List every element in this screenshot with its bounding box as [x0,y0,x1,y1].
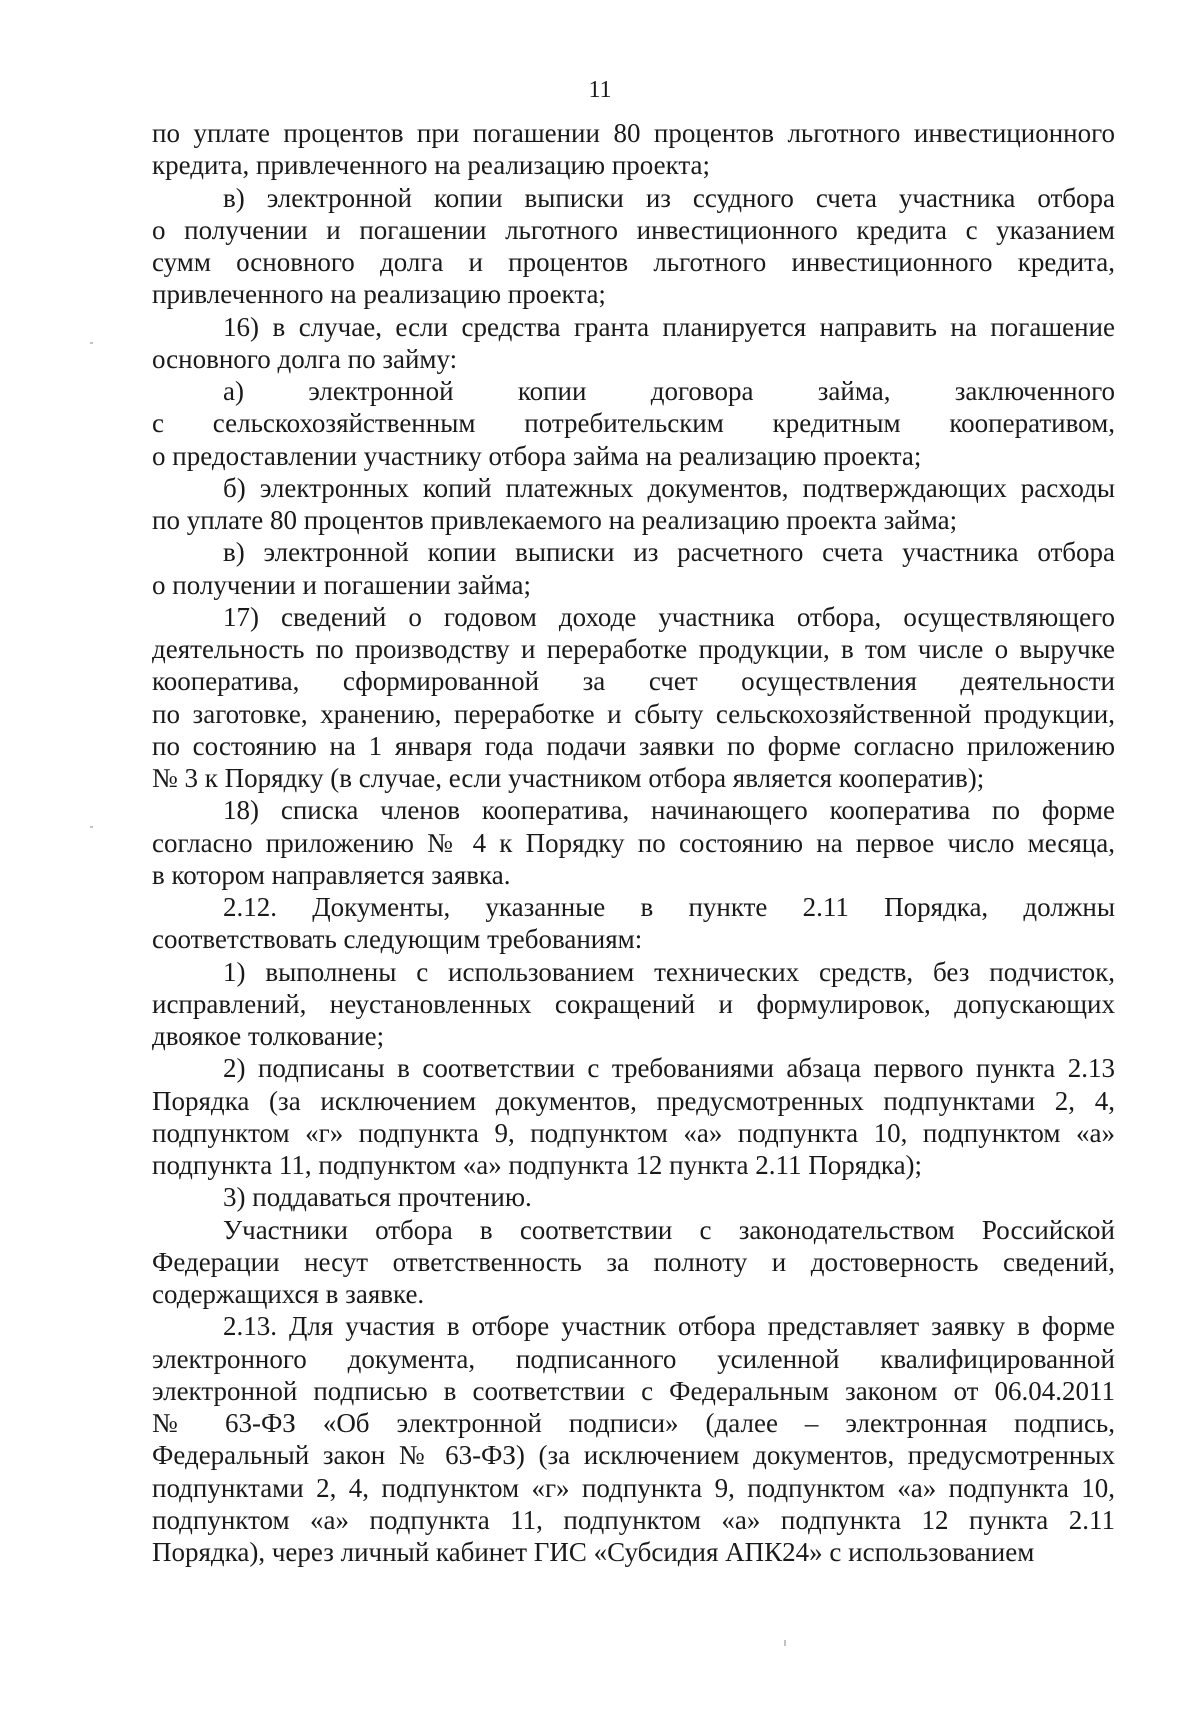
paragraph [152,472,1115,537]
text-line: по уплате процентов при погашении 80 процентов льготного инвестиционного [152,118,1115,148]
text-line: в котором направляется заявка. [152,859,511,890]
paragraph [152,117,1115,182]
text-line: 1) выполнены с использованием технических средств, без подчисток, [223,956,1115,987]
text-line: согласно приложению № 4 к Порядку по состоянию на первое число месяца, [152,827,1115,858]
text-line: Порядка (за исключением документов, предусмотренных подпунктами 2, 4, [152,1085,1115,1116]
document-body [152,117,1115,1568]
text-line: с сельскохозяйственным потребительским кредитным кооперативом, [152,408,1115,439]
text-line: 2.13. Для участия в отборе участник отбора представляет заявку в форме [223,1311,1115,1342]
scan-speck [784,1640,786,1646]
text-line: о получении и погашении льготного инвестиционного кредита с указанием [152,214,1115,245]
text-line: соответствовать следующим требованиям: [152,924,643,955]
text-line: по состоянию на 1 января года подачи заявки по форме согласно приложению [152,730,1115,761]
text-line: а) электронной копии договора займа, заключенного [223,376,1115,406]
paragraph [152,956,1115,1053]
text-line: основного долга по займу: [152,343,458,374]
text-line: 2.12. Документы, указанные в пункте 2.11 Порядка, должны [223,892,1115,922]
paragraph [152,182,1115,311]
text-line: подпунктами 2, 4, подпунктом «г» подпункта 9, подпунктом «а» подпункта 10, [152,1472,1115,1503]
text-line: 16) в случае, если средства гранта планируется направить на погашение [223,311,1115,342]
text-line: Федеральный закон № 63-ФЗ) (за исключением документов, предусмотренных [152,1440,1115,1471]
text-line: по уплате 80 процентов привлекаемого на реализацию проекта займа; [152,505,958,535]
text-line: по заготовке, хранению, переработке и сбыту сельскохозяйственной продукции, [152,698,1115,729]
text-line: кооператива, сформированной за счет осуществления деятельности [152,666,1115,697]
text-line: в) электронной копии выписки из ссудного счета участника отбора [223,182,1115,213]
text-line: 18) списка членов кооператива, начинающего кооператива по форме [223,795,1115,826]
text-line: б) электронных копий платежных документов, подтверждающих расходы [223,472,1115,503]
text-line: Порядка), через личный кабинет ГИС «Субсидия АПК24» с использованием [152,1537,1035,1567]
paragraph [152,375,1115,472]
text-line: привлеченного на реализацию проекта; [152,279,606,310]
text-line: № 63-ФЗ «Об электронной подписи» (далее – электронная подпись, [152,1408,1115,1438]
text-line: подпунктом «г» подпункта 9, подпунктом «а» подпункта 10, подпунктом «а» [152,1117,1115,1148]
paragraph [152,536,1115,601]
paragraph [152,1214,1115,1311]
text-line: в) электронной копии выписки из расчетного счета участника отбора [223,537,1115,568]
text-line: Участники отбора в соответствии с законодательством Российской [223,1214,1115,1245]
text-line: содержащихся в заявке. [152,1279,425,1309]
text-line: 2) подписаны в соответствии с требованиями абзаца первого пункта 2.13 [223,1053,1115,1084]
text-line: электронного документа, подписанного усиленной квалифицированной [152,1343,1115,1374]
text-line: № 3 к Порядку (в случае, если участником отбора является кооператив); [152,763,985,793]
text-line: подпунктом «а» подпункта 11, подпунктом «а» подпункта 12 пункта 2.11 [152,1504,1115,1535]
text-line: 17) сведений о годовом доходе участника отбора, осуществляющего [223,601,1115,632]
text-line: деятельность по производству и переработке продукции, в том числе о выручке [152,634,1115,664]
paragraph [152,1052,1115,1181]
scan-speck [90,826,93,828]
paragraph [152,601,1115,795]
paragraph [152,1310,1115,1568]
scan-speck [90,342,93,344]
text-line: сумм основного долга и процентов льготного инвестиционного кредита, [152,247,1115,277]
paragraph [152,1181,1115,1213]
paragraph [152,794,1115,891]
text-line: о предоставлении участнику отбора займа на реализацию проекта; [152,440,922,471]
text-line: о получении и погашении займа; [152,569,532,600]
text-line: исправлений, неустановленных сокращений и формулировок, допускающих [152,988,1115,1019]
paragraph [152,891,1115,956]
text-line: 3) поддаваться прочтению. [223,1182,532,1213]
text-line: двоякое толкование; [152,1021,385,1051]
text-line: Федерации несут ответственность за полноту и достоверность сведений, [152,1246,1115,1277]
text-line: кредита, привлеченного на реализацию проекта; [152,150,710,181]
text-line: электронной подписью в соответствии с Федеральным законом от 06.04.2011 [152,1375,1115,1406]
text-line: подпункта 11, подпунктом «а» подпункта 12 пункта 2.11 Порядка); [152,1150,923,1180]
page-number: 11 [588,77,612,103]
paragraph [152,311,1115,376]
